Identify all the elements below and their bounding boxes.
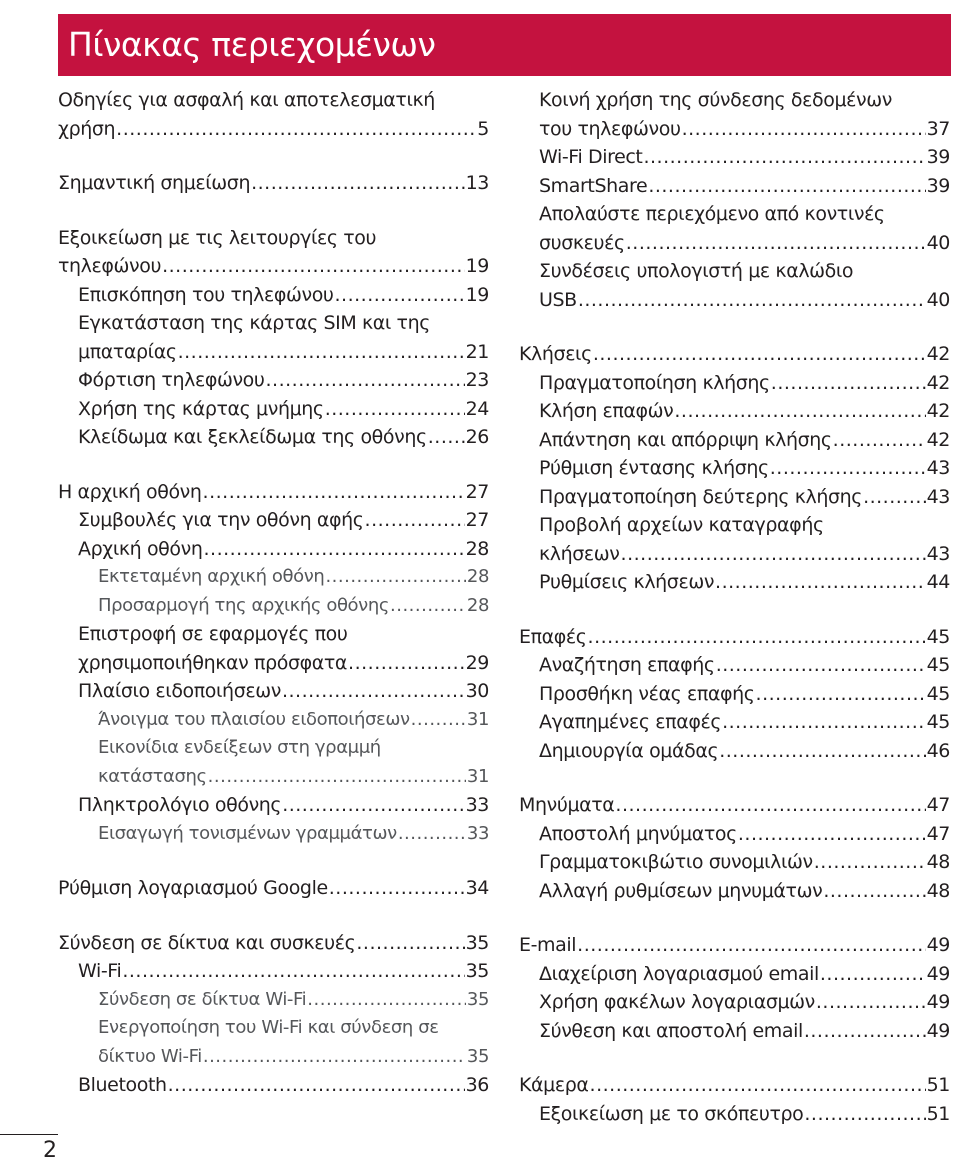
toc-entry-page: 45 [926,654,950,676]
toc-entry-title: Κλείδωμα και ξεκλείδωμα της οθόνης [78,426,427,448]
toc-entry-title: χρησιμοποιήθηκαν πρόσφατα [78,651,348,674]
dot-leader [593,340,926,369]
dot-leader [770,454,926,483]
toc-entry-title: τηλεφώνου [58,255,162,277]
toc-entry-title-line: Προβολή αρχείων καταγραφής [539,514,824,536]
toc-entry-page: 35 [466,1045,489,1067]
dot-leader [814,848,926,877]
toc-entry[interactable] [519,86,950,143]
toc-entry-last-line [519,931,950,960]
toc-entry[interactable] [519,988,950,1017]
toc-entry-page: 37 [926,117,950,140]
dot-leader [203,478,465,507]
toc-entry-last-line [98,706,489,735]
toc-entry-page: 51 [926,1074,950,1096]
toc-entry[interactable] [519,200,950,257]
toc-entry[interactable] [519,931,950,960]
toc-entry-page: 35 [465,931,489,954]
toc-entry-last-line [539,369,950,398]
toc-entry-last-line [98,820,489,849]
dot-leader [738,820,926,849]
dot-leader [804,1017,926,1046]
toc-entry-page: 46 [926,739,950,762]
toc-entry[interactable] [58,620,489,677]
toc-entry[interactable] [58,535,489,564]
toc-entry-page: 29 [465,651,489,674]
dot-leader [365,506,465,535]
toc-entry[interactable] [519,1100,950,1129]
toc-entry-title-line: Κοινή χρήση της σύνδεσης δεδομένων [539,89,892,111]
toc-entry-page: 47 [926,794,950,816]
toc-entry-title: του τηλεφώνου [539,117,681,140]
dot-leader [411,706,466,735]
dot-leader [674,397,925,426]
toc-entry-last-line [78,281,489,310]
toc-entry[interactable] [519,1071,950,1100]
toc-entry-last-line [78,1071,489,1100]
toc-entry[interactable] [58,1014,489,1071]
toc-entry-page: 48 [926,851,950,873]
toc-entry-last-line [58,169,489,198]
toc-entry-title: SmartShare [539,174,648,197]
dot-leader [716,651,926,680]
toc-entry-title-line: Συνδέσεις υπολογιστή με καλώδιο [539,260,854,282]
toc-entry-page: 45 [926,682,950,705]
toc-entry-page: 42 [926,343,950,365]
toc-entry-last-line [58,929,489,958]
toc-entry-title: E-mail [519,934,577,956]
toc-entry-last-line [78,791,489,820]
dot-leader [816,988,926,1017]
dot-leader [588,623,926,652]
dot-leader [428,423,465,452]
toc-entry[interactable] [519,960,950,989]
toc-entry-title: Κάμερα [519,1074,589,1096]
dot-leader [208,763,466,792]
toc-entry[interactable] [519,877,950,906]
toc-entry-last-line [539,454,950,483]
toc-entry-title: Αποστολή μηνύματος [539,822,737,845]
toc-entry-title: Εξοικείωση με το σκόπευτρο [539,1102,804,1125]
toc-entry-page: 24 [465,397,489,420]
dot-leader [590,1071,926,1100]
toc-entry[interactable] [519,483,950,512]
toc-entry-page: 44 [926,571,950,593]
toc-entry-last-line [539,172,950,201]
toc-entry-title: Αλλαγή ρυθμίσεων μηνυμάτων [539,879,823,902]
toc-entry-page: 45 [926,625,950,648]
toc-entry-title: Μηνύματα [519,794,615,816]
dot-leader [621,540,926,569]
dot-leader [804,1100,925,1129]
toc-entry-page: 42 [926,400,950,422]
toc-entry-page: 36 [465,1074,489,1096]
toc-entry-last-line [539,651,950,680]
dot-leader [122,957,464,986]
toc-entry-last-line [539,848,950,877]
toc-entry[interactable] [519,791,950,820]
toc-entry-page: 28 [466,594,489,616]
toc-entry-title: Wi-Fi [78,960,122,982]
toc-entry-title-line: Επιστροφή σε εφαρμογές που [78,623,348,645]
toc-entry[interactable] [58,957,489,986]
toc-entry-last-line [539,229,950,258]
toc-entry-title: Χρήση της κάρτας μνήμης [78,397,324,420]
toc-entry-page: 43 [926,485,950,508]
toc-entry-title: Φόρτιση τηλεφώνου [78,369,265,391]
toc-entry-page: 49 [926,962,950,985]
toc-entry-title: Wi-Fi Direct [539,146,643,168]
dot-leader [719,737,925,766]
toc-entry-last-line [519,1071,950,1100]
dot-leader [266,366,465,395]
toc-entry[interactable] [58,791,489,820]
toc-entry-last-line [539,737,950,766]
toc-entry-last-line [539,988,950,1017]
toc-entry-title: Αγαπημένες επαφές [539,711,722,733]
toc-entry-last-line [539,960,950,989]
footer-rule [0,1134,58,1135]
toc-entry-title: Διαχείριση λογαριασμού email [539,962,819,985]
toc-entry-page: 19 [465,283,489,306]
toc-entry[interactable] [519,143,950,172]
toc-entry-title: Ρυθμίσεις κλήσεων [539,571,715,593]
toc-entry-last-line [78,423,489,452]
toc-entry[interactable] [58,986,489,1015]
toc-entry[interactable] [519,369,950,398]
dot-leader [648,172,925,201]
toc-entry-page: 49 [926,1019,950,1042]
toc-entry-page: 48 [926,879,950,902]
toc-entry-last-line [98,592,489,621]
toc-entry-last-line [539,115,950,144]
toc-entry-last-line [539,680,950,709]
toc-entry-page: 27 [465,480,489,503]
toc-entry-page: 26 [465,426,489,448]
toc-entry-last-line [58,115,489,144]
toc-entry-title: Άνοιγμα του πλαισίου ειδοποιήσεων [98,708,410,730]
toc-entry-last-line [539,568,950,597]
toc-entry-title: Προσαρμογή της αρχικής οθόνης [98,594,389,616]
toc-entry-page: 19 [465,255,489,277]
dot-leader [203,535,464,564]
toc-entry[interactable] [58,281,489,310]
toc-entry[interactable] [58,224,489,281]
toc-entry-page: 42 [926,428,950,451]
toc-entry-title: Απάντηση και απόρριψη κλήσης [539,428,832,451]
toc-entry[interactable] [519,340,950,369]
toc-entry-last-line [98,986,489,1015]
toc-entry-title: Συμβουλές για την οθόνη αφής [78,509,364,531]
toc-entry[interactable] [519,737,950,766]
toc-entry[interactable] [519,848,950,877]
toc-entry-title: Ρύθμιση λογαριασμού Google [58,877,328,899]
toc-entry[interactable] [58,395,489,424]
toc-entry-title: Εισαγωγή τονισμένων γραμμάτων [98,822,397,844]
toc-entry-page: 47 [926,822,950,845]
toc-entry-last-line [539,483,950,512]
toc-entry[interactable] [58,592,489,621]
dot-leader [833,426,926,455]
toc-entry-page: 45 [926,711,950,733]
toc-entry-title: Bluetooth [78,1074,167,1096]
dot-leader [335,281,465,310]
toc-entry[interactable] [58,874,489,903]
toc-entry-page: 28 [465,537,489,560]
toc-entry[interactable] [519,651,950,680]
toc-entry-page: 33 [466,822,489,844]
toc-entry-last-line [58,874,489,903]
dot-leader [578,286,926,315]
toc-entry-title: Σύνδεση σε δίκτυα Wi-Fi [98,988,307,1010]
toc-entry-page: 42 [926,371,950,394]
dot-leader [615,791,925,820]
toc-entry-title-line: Εγκατάσταση της κάρτας SIM και της [78,312,430,334]
toc-entry-title: Πραγματοποίηση δεύτερης κλήσης [539,485,863,508]
toc-entry-title: Εκτεταμένη αρχική οθόνη [98,566,325,587]
dot-leader [643,143,925,172]
toc-entry-title-line: Εικονίδια ενδείξεων στη γραμμή [98,737,381,758]
toc-entry-last-line [78,366,489,395]
toc-entry-last-line [539,877,950,906]
toc-entry-page: 30 [465,680,489,702]
toc-entry-last-line [98,563,489,592]
toc-entry-page: 31 [466,765,489,787]
toc-entry-title: χρήση [58,117,116,140]
page-number: 2 [43,1138,57,1163]
toc-entry-last-line [78,338,489,367]
toc-entry-last-line [58,252,489,281]
toc-entry-last-line [78,957,489,986]
dot-leader [863,483,926,512]
toc-entry-last-line [539,1017,950,1046]
dot-leader [325,395,465,424]
toc-entry-page: 13 [465,172,489,194]
toc-entry[interactable] [519,680,950,709]
toc-entry-title: κλήσεων [539,542,620,565]
toc-entry-title: κατάστασης [98,765,207,787]
toc-entry-title: Κλήσεις [519,343,592,365]
toc-entry-title: Επισκόπηση του τηλεφώνου [78,283,334,306]
title-banner [58,14,951,76]
dot-leader [203,1043,466,1072]
toc-entry-last-line [78,649,489,678]
dot-leader [356,929,464,958]
toc-entry-title: Δημιουργία ομάδας [539,739,719,762]
toc-entry-page: 5 [477,117,489,140]
toc-entry-title-line: Ενεργοποίηση του Wi-Fi και σύνδεση σε [98,1017,439,1038]
toc-entry-page: 31 [466,708,489,730]
toc-entry[interactable] [519,708,950,737]
toc-entry[interactable] [58,506,489,535]
toc-entry-title-line: Απολαύστε περιεχόμενο από κοντινές [539,203,885,225]
toc-entry[interactable] [58,478,489,507]
toc-entry-page: 49 [926,934,950,956]
toc-entry-page: 39 [926,146,950,168]
toc-entry-page: 35 [466,988,489,1010]
toc-entry-title: Η αρχική οθόνη [58,480,202,503]
toc-entry-title: Σύνθεση και αποστολή email [539,1019,803,1042]
toc-entry-title: Πληκτρολόγιο οθόνης [78,794,282,816]
dot-leader [398,820,466,849]
dot-leader [756,680,926,709]
page-title: Πίνακας περιεχομένων [68,25,436,64]
dot-leader [820,960,926,989]
toc-entry[interactable] [519,623,950,652]
toc-entry-title: Κλήση επαφών [539,400,674,422]
toc-entry-title: Ρύθμιση έντασης κλήσης [539,457,769,479]
toc-entry-last-line [519,791,950,820]
dot-leader [715,568,926,597]
toc-entry-last-line [98,763,489,792]
toc-entry-last-line [98,1043,489,1072]
toc-entry-last-line [539,426,950,455]
toc-entry-last-line [519,623,950,652]
toc-entry-title: μπαταρίας [78,340,177,363]
toc-entry-last-line [539,1100,950,1129]
toc-entry[interactable] [519,1017,950,1046]
toc-entry[interactable] [58,366,489,395]
toc-entry-last-line [78,677,489,706]
toc-entry[interactable] [58,309,489,366]
toc-entry[interactable] [519,454,950,483]
toc-entry[interactable] [519,397,950,426]
toc-entry-title: Πλαίσιο ειδοποιήσεων [78,680,281,702]
toc-entry-title-line: Εξοικείωση με τις λειτουργίες του [58,226,377,249]
toc-entry[interactable] [58,423,489,452]
toc-entry-page: 33 [465,794,489,816]
toc-entry-page: 34 [465,877,489,899]
toc-entry-title: USB [539,288,577,311]
toc-entry-last-line [519,340,950,369]
toc-entry-page: 40 [926,288,950,311]
toc-entry[interactable] [519,172,950,201]
toc-entry-last-line [539,820,950,849]
toc-entry-page: 27 [465,509,489,531]
dot-leader [116,115,476,144]
dot-leader [771,369,926,398]
dot-leader [325,563,465,592]
toc-entry-title: Σύνδεση σε δίκτυα και συσκευές [58,931,356,954]
toc-entry-last-line [539,286,950,315]
toc-entry-title: Προσθήκη νέας επαφής [539,682,755,705]
toc-entry[interactable] [519,426,950,455]
toc-entry[interactable] [58,169,489,198]
toc-entry-last-line [539,143,950,172]
toc-right-column [519,86,950,1128]
toc-entry-last-line [78,535,489,564]
toc-entry-title: Πραγματοποίηση κλήσης [539,371,770,394]
toc-entry[interactable] [519,820,950,849]
dot-leader [682,115,926,144]
toc-entry-page: 35 [465,960,489,982]
toc-entry[interactable] [519,511,950,568]
toc-entry-title: Γραμματοκιβώτιο συνομιλιών [539,851,813,873]
toc-entry[interactable] [58,563,489,592]
toc-entry-page: 51 [926,1102,950,1125]
toc-entry-title: συσκευές [539,231,625,254]
toc-entry-title: Αναζήτηση επαφής [539,654,715,676]
dot-leader [162,252,465,281]
toc-entry[interactable] [519,257,950,314]
toc-entry-last-line [78,506,489,535]
dot-leader [823,877,925,906]
dot-leader [329,874,465,903]
toc-entry-page: 43 [926,542,950,565]
toc-entry-page: 43 [926,457,950,479]
toc-entry[interactable] [58,734,489,791]
dot-leader [626,229,926,258]
toc-entry-page: 39 [926,174,950,197]
toc-entry-page: 28 [466,566,489,587]
toc-entry[interactable] [58,1071,489,1100]
dot-leader [178,338,465,367]
dot-leader [722,708,926,737]
toc-entry-last-line [539,708,950,737]
toc-entry-last-line [78,395,489,424]
toc-entry-page: 21 [465,340,489,363]
toc-entry[interactable] [58,86,489,143]
toc-entry-title: Αρχική οθόνη [78,537,203,560]
dot-leader [307,986,466,1015]
toc-entry-last-line [539,540,950,569]
dot-leader [390,592,466,621]
dot-leader [282,791,464,820]
toc-entry[interactable] [519,568,950,597]
toc-entry-title: Χρήση φακέλων λογαριασμών [539,991,815,1013]
toc-entry-title-line: Οδηγίες για ασφαλή και αποτελεσματική [58,89,435,111]
dot-leader [577,931,925,960]
toc-entry-title: δίκτυο Wi-Fi [98,1045,202,1067]
toc-entry-page: 40 [926,231,950,254]
toc-entry-page: 49 [926,991,950,1013]
toc-entry-title: Σημαντική σημείωση [58,172,251,194]
toc-entry-last-line [58,478,489,507]
toc-entry-last-line [539,397,950,426]
toc-left-column [58,86,489,1100]
toc-entry[interactable] [58,820,489,849]
dot-leader [348,649,465,678]
toc-entry-title: Επαφές [519,625,587,648]
dot-leader [251,169,465,198]
toc-entry[interactable] [58,677,489,706]
toc-entry[interactable] [58,929,489,958]
dot-leader [282,677,465,706]
toc-entry[interactable] [58,706,489,735]
toc-entry-page: 23 [465,369,489,391]
dot-leader [168,1071,465,1100]
